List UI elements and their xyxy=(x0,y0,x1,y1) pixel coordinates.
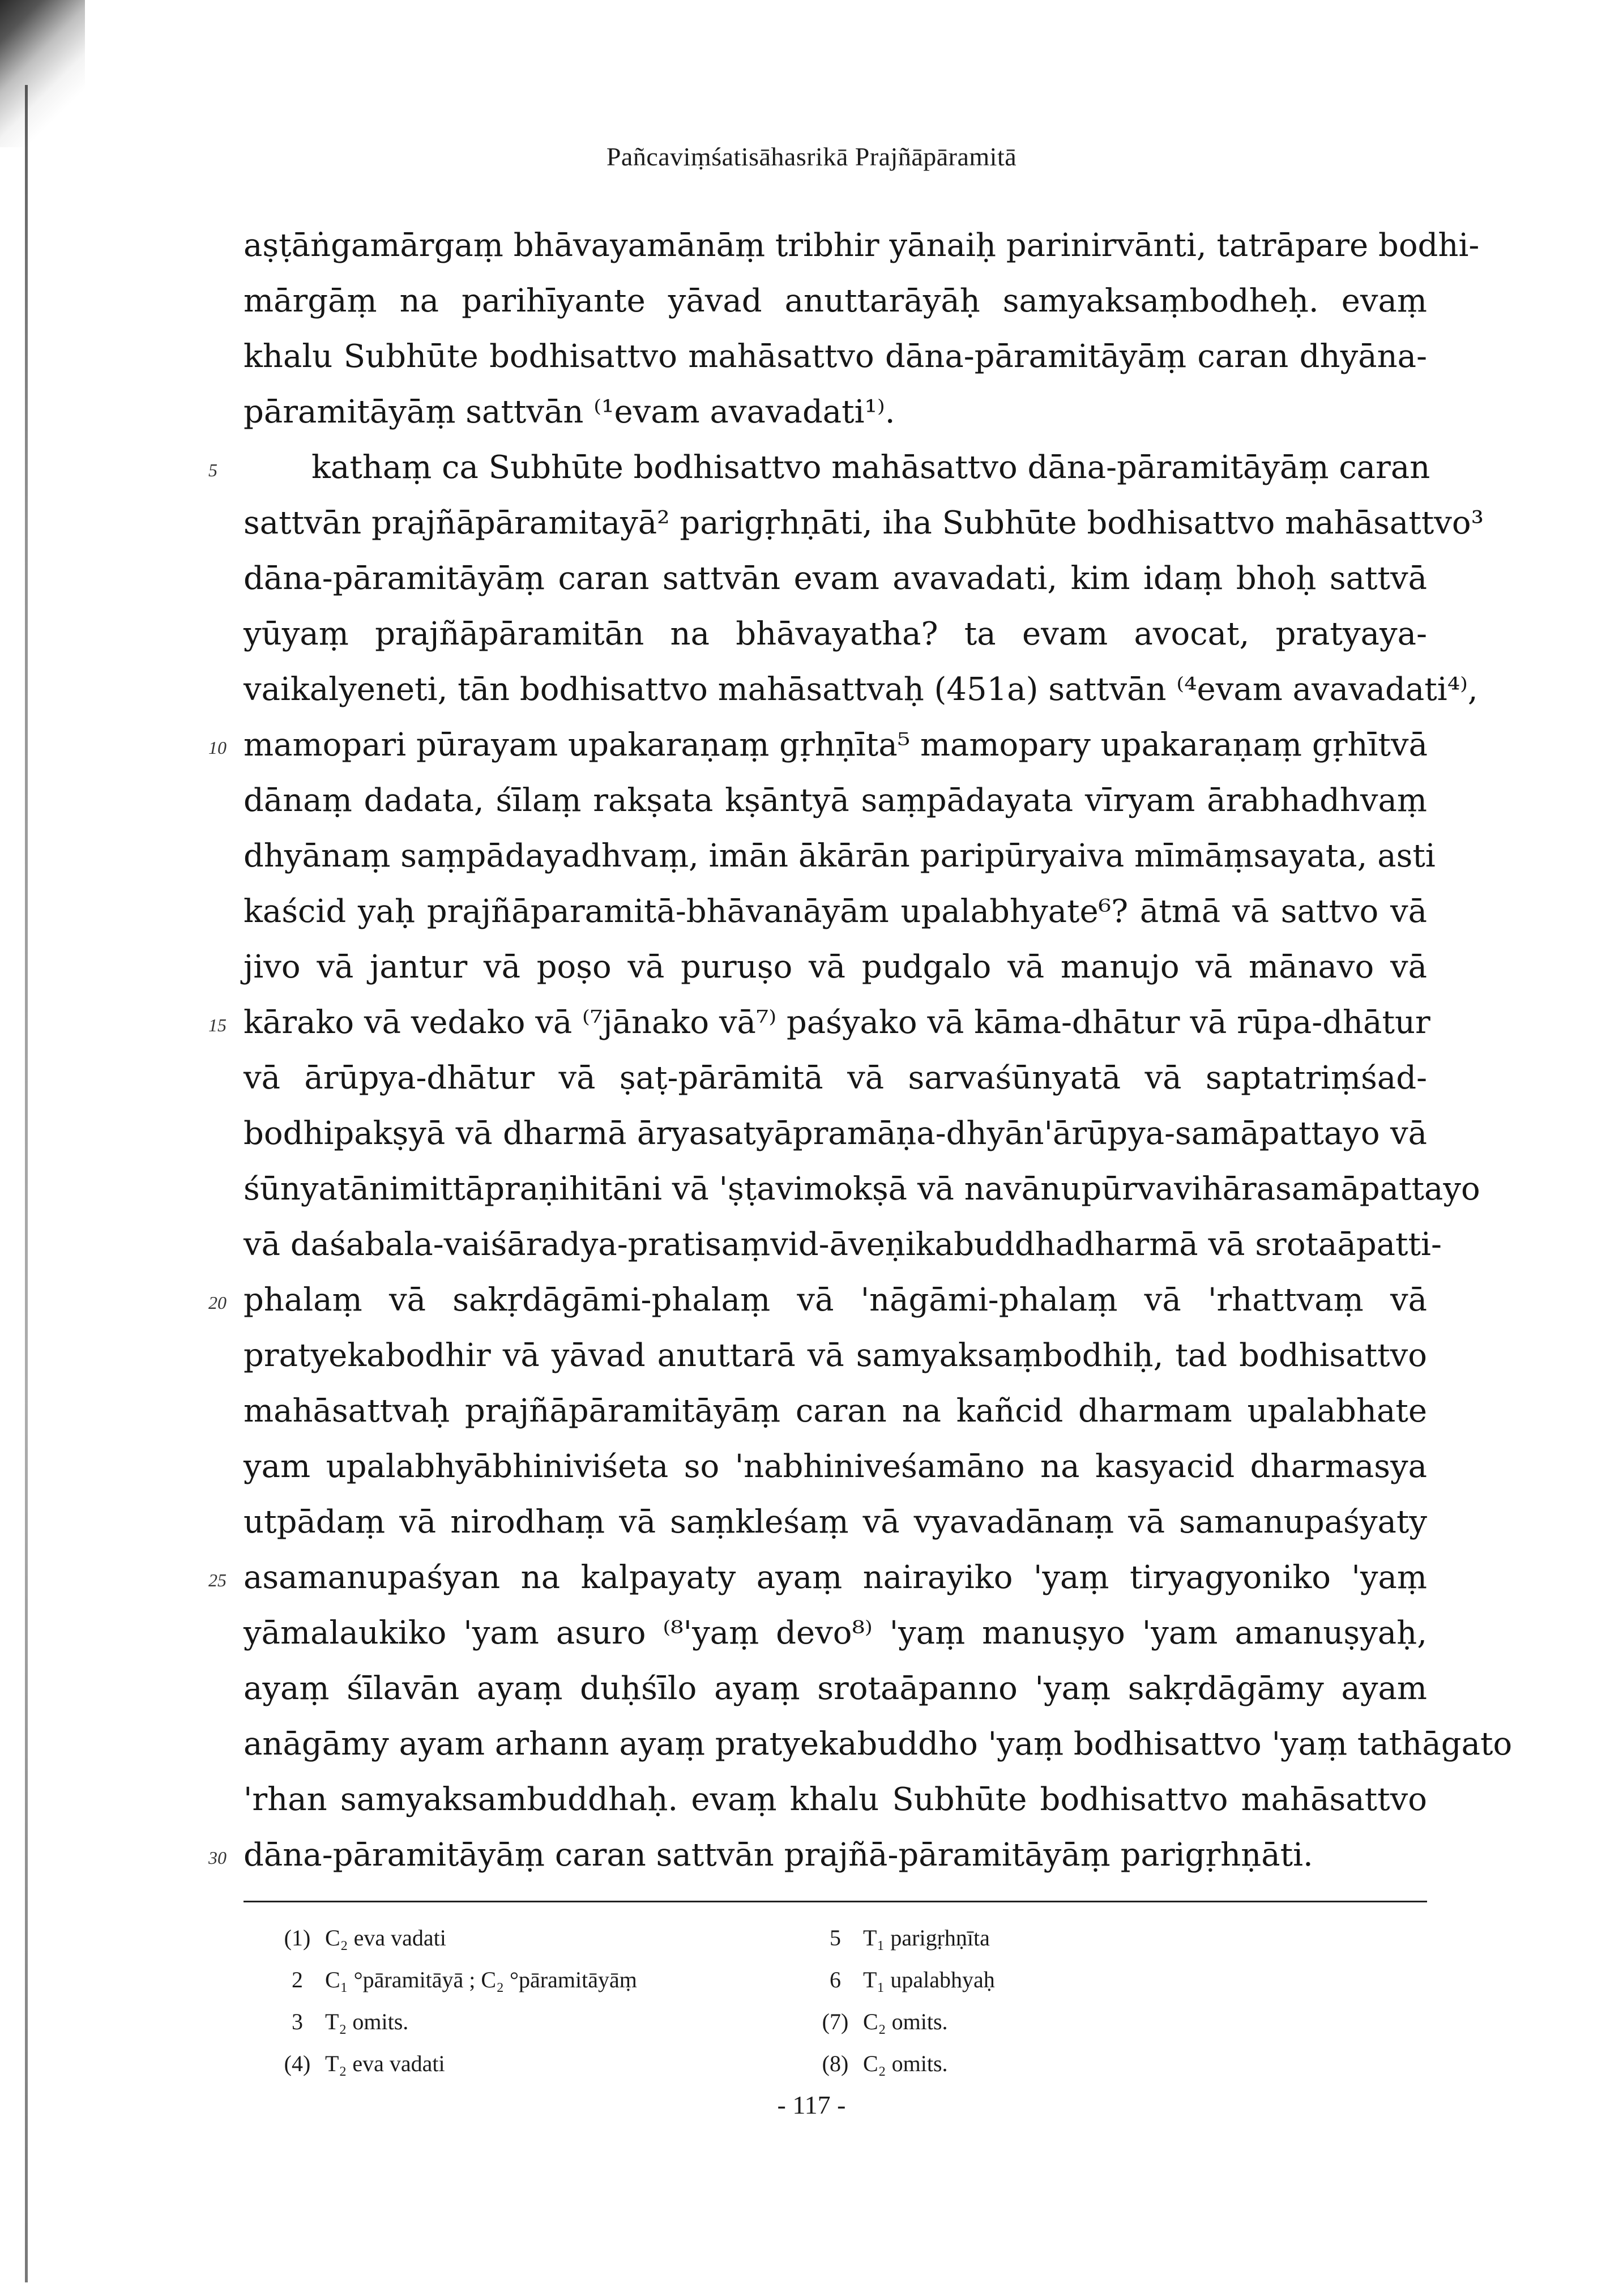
text-line xyxy=(208,995,1430,1051)
text-line xyxy=(208,440,1430,496)
line-text: vaikalyeneti, tān bodhisattvo mahāsattvaḥ (451a) sattvān ⁽⁴evam avavadati⁴⁾, xyxy=(244,671,1478,708)
text-line xyxy=(244,1328,1427,1384)
text-line xyxy=(244,1439,1427,1495)
footnote-text: T₂ omits. xyxy=(325,2009,409,2034)
text-line xyxy=(244,1162,1480,1217)
running-head: Pañcaviṃśatisāhasrikā Prajñāpāramitā xyxy=(606,142,1017,171)
line-number: 30 xyxy=(208,1847,227,1868)
line-text: phalaṃ vā sakṛdāgāmi-phalaṃ vā 'nāgāmi-phalaṃ vā 'rhattvaṃ vā xyxy=(244,1282,1427,1318)
footnote xyxy=(815,1959,1184,2001)
footnote-mark: 5 xyxy=(830,1925,841,1951)
footnote-mark: (4) xyxy=(284,2051,311,2076)
footnote-text: T₂ eva vadati xyxy=(325,2051,445,2076)
footnote-text: T₁ upalabhyaḥ xyxy=(863,1967,995,1992)
line-text: jivo vā jantur vā poṣo vā puruṣo vā pudgalo vā manujo vā mānavo vā xyxy=(244,949,1427,985)
footnote-mark: 3 xyxy=(292,2009,303,2034)
text-line xyxy=(244,551,1427,607)
text-line xyxy=(244,607,1427,662)
footnote-text: C₂ omits. xyxy=(863,2051,948,2076)
footnotes-left-column xyxy=(277,1917,787,2085)
line-text: utpādaṃ vā nirodhaṃ vā saṃkleśaṃ vā vyavadānaṃ vā samanupaśyaty xyxy=(244,1504,1427,1540)
footnote xyxy=(277,2043,787,2085)
text-line xyxy=(244,1217,1442,1273)
line-text: vā daśabala-vaiśāradya-pratisaṃvid-āveṇikabuddhadharmā vā srotaāpatti- xyxy=(244,1226,1442,1263)
line-text: kārako vā vedako vā ⁽⁷jānako vā⁷⁾ paśyako vā kāma-dhātur vā rūpa-dhātur xyxy=(244,1004,1430,1041)
footnote xyxy=(277,1917,787,1959)
footnote-text: C₁ °pāramitāyā ; C₂ °pāramitāyāṃ xyxy=(325,1967,637,1992)
footnote-text: T₁ parigṛhṇīta xyxy=(863,1925,990,1951)
footnote-rule xyxy=(244,1901,1427,1902)
line-text: kathaṃ ca Subhūte bodhisattvo mahāsattvo dāna-pāramitāyāṃ caran xyxy=(311,449,1430,486)
text-line xyxy=(244,496,1484,551)
footnote-text: C₂ eva vadati xyxy=(325,1925,446,1951)
footnote xyxy=(815,2043,1184,2085)
text-line xyxy=(244,1051,1427,1106)
text-line xyxy=(244,1661,1427,1717)
line-text: khalu Subhūte bodhisattvo mahāsattvo dāna-pāramitāyāṃ caran dhyāna- xyxy=(244,338,1427,375)
line-text: dhyānaṃ saṃpādayadhvaṃ, imān ākārān paripūryaiva mīmāṃsayata, asti xyxy=(244,838,1436,874)
line-text: dāna-pāramitāyāṃ caran sattvān prajñā-pāramitāyāṃ parigṛhṇāti. xyxy=(244,1837,1313,1873)
text-line xyxy=(244,218,1480,274)
footnote xyxy=(277,1959,787,2001)
text-line xyxy=(244,1495,1427,1550)
text-line xyxy=(244,329,1427,385)
page-number: - 117 - xyxy=(777,2090,846,2119)
line-number: 25 xyxy=(208,1570,227,1590)
text-line xyxy=(244,385,1427,440)
scan-shadow-left-edge xyxy=(25,85,28,2282)
line-text: yam upalabhyābhiniviśeta so 'nabhiniveśamāno na kasyacid dharmasya xyxy=(244,1448,1427,1485)
line-text: aṣṭāṅgamārgaṃ bhāvayamānāṃ tribhir yānaiḥ parinirvānti, tatrāpare bodhi- xyxy=(244,227,1480,264)
line-text: mahāsattvaḥ prajñāpāramitāyāṃ caran na kañcid dharmam upalabhate xyxy=(244,1393,1427,1429)
line-text: kaścid yaḥ prajñāparamitā-bhāvanāyām upalabhyate⁶? ātmā vā sattvo vā xyxy=(244,893,1427,930)
text-line xyxy=(208,1550,1427,1606)
line-text: yūyaṃ prajñāpāramitān na bhāvayatha? ta evam avocat, pratyaya- xyxy=(244,616,1427,652)
text-line xyxy=(244,1106,1427,1162)
footnotes-right-column xyxy=(815,1917,1184,2085)
text-line xyxy=(244,1384,1427,1439)
line-number: 5 xyxy=(208,460,217,480)
text-line xyxy=(208,1828,1427,1883)
footnote xyxy=(277,2001,787,2043)
line-text: śūnyatānimittāpraṇihitāni vā 'ṣṭavimokṣā vā navānupūrvavihārasamāpattayo xyxy=(244,1171,1480,1207)
line-number: 20 xyxy=(208,1292,227,1313)
line-text: anāgāmy ayam arhann ayaṃ pratyekabuddho 'yaṃ bodhisattvo 'yaṃ tathāgato xyxy=(244,1726,1513,1762)
text-line xyxy=(208,1273,1427,1328)
text-line xyxy=(244,1606,1427,1661)
text-line xyxy=(244,1717,1513,1772)
footnote-mark: (7) xyxy=(822,2009,849,2034)
line-text: vā ārūpya-dhātur vā ṣaṭ-pārāmitā vā sarvaśūnyatā vā saptatriṃśad- xyxy=(244,1060,1427,1096)
text-line xyxy=(244,773,1427,829)
text-line xyxy=(208,718,1428,773)
line-text: yāmalaukiko 'yam asuro ⁽⁸'yaṃ devo⁸⁾ 'yaṃ manuṣyo 'yam amanuṣyaḥ, xyxy=(244,1615,1427,1651)
line-text: 'rhan samyaksambuddhaḥ. evaṃ khalu Subhūte bodhisattvo mahāsattvo xyxy=(244,1781,1427,1818)
text-line xyxy=(244,1772,1427,1828)
line-text: asamanupaśyan na kalpayaty ayaṃ nairayiko 'yaṃ tiryagyoniko 'yaṃ xyxy=(244,1559,1427,1596)
footnote-mark: (1) xyxy=(284,1925,311,1951)
footnote xyxy=(815,1917,1184,1959)
line-text: pratyekabodhir vā yāvad anuttarā vā samyaksaṃbodhiḥ, tad bodhisattvo xyxy=(244,1337,1427,1374)
main-text xyxy=(208,218,1513,1883)
text-line xyxy=(244,274,1427,329)
line-text: sattvān prajñāpāramitayā² parigṛhṇāti, iha Subhūte bodhisattvo mahāsattvo³ xyxy=(244,505,1484,541)
scan-shadow-top-left xyxy=(0,0,85,147)
footnote-mark: 6 xyxy=(830,1967,841,1992)
text-line xyxy=(244,662,1478,718)
line-text: bodhipakṣyā vā dharmā āryasatyāpramāṇa-dhyān'ārūpya-samāpattayo vā xyxy=(244,1115,1427,1152)
line-text: mārgāṃ na parihīyante yāvad anuttarāyāḥ samyaksaṃbodheḥ. evaṃ xyxy=(244,283,1427,319)
line-number: 10 xyxy=(208,737,227,758)
line-text: ayaṃ śīlavān ayaṃ duḥśīlo ayaṃ srotaāpanno 'yaṃ sakṛdāgāmy ayam xyxy=(244,1670,1427,1707)
footnote xyxy=(815,2001,1184,2043)
footnote-text: C₂ omits. xyxy=(863,2009,948,2034)
line-text: mamopari pūrayam upakaraṇaṃ gṛhṇīta⁵ mamopary upakaraṇaṃ gṛhītvā xyxy=(244,727,1428,763)
line-number: 15 xyxy=(208,1015,227,1035)
text-line xyxy=(244,884,1427,940)
text-line xyxy=(244,829,1436,884)
footnote-mark: (8) xyxy=(822,2051,849,2076)
line-text: pāramitāyāṃ sattvān ⁽¹evam avavadati¹⁾. xyxy=(244,394,895,430)
footnote-mark: 2 xyxy=(292,1967,303,1992)
line-text: dāna-pāramitāyāṃ caran sattvān evam avavadati, kim idaṃ bhoḥ sattvā xyxy=(244,560,1427,597)
line-text: dānaṃ dadata, śīlaṃ rakṣata kṣāntyā saṃpādayata vīryam ārabhadhvaṃ xyxy=(244,782,1427,819)
text-line xyxy=(244,940,1427,995)
